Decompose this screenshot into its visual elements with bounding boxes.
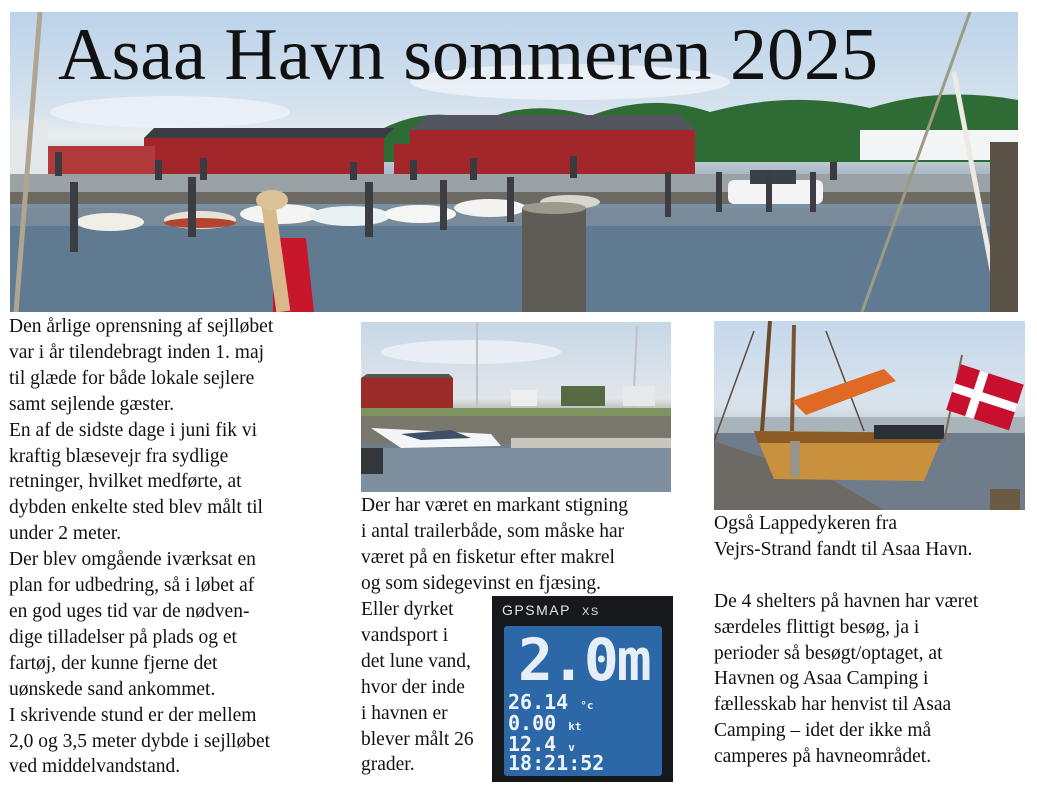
gps-voltage-unit: v bbox=[568, 741, 575, 754]
gps-time: 18:21:52 bbox=[508, 751, 605, 775]
trailer-boat-scene bbox=[361, 322, 671, 492]
article-text-middle-side: Eller dyrket vandsport i det lune vand, hvor der inde i havnen er blever målt 26 grader. bbox=[361, 599, 474, 776]
gps-speed: 0.00 bbox=[508, 711, 557, 735]
gps-depth-photo bbox=[492, 596, 673, 782]
sailing-ship-scene bbox=[714, 321, 1025, 510]
gps-screen bbox=[504, 626, 662, 776]
trailer-boat-photo bbox=[361, 322, 671, 492]
article-text-right: Også Lappedykeren fra Vejrs-Strand fandt til Asaa Havn. De 4 shelters på havnen har været særdeles flittigt besøg, ja i perioder så besøgt/optaget, at Havnen og Asaa Camping i fællesskab har henvist til Asaa Camping – idet der ikke må camperes på havneområdet. bbox=[714, 513, 979, 768]
gps-brand-label bbox=[502, 602, 600, 618]
hero-harbor-photo bbox=[10, 12, 1018, 312]
sailing-ship-photo bbox=[714, 321, 1025, 510]
article-text-middle: Der har været en markant stigning i antal trailerbåde, som måske har været på en fisketur efter makrel og som sidegevinst en fjæsing. bbox=[361, 495, 628, 594]
gps-temperature-unit: °c bbox=[580, 699, 594, 712]
gps-brand: GPSMAP bbox=[502, 602, 571, 618]
gps-model: XS bbox=[582, 606, 600, 618]
gps-temperature: 26.14 bbox=[508, 690, 569, 714]
page-title: Asaa Havn sommeren 2025 bbox=[58, 14, 878, 96]
article-text-left: Den årlige oprensning af sejlløbet var i år tilendebragt inden 1. maj til glæde for både lokale sejlere samt sejlende gæster. En af de sidste dage i juni fik vi kraftig blæsevejr fra sydlige retninger, hvilket medførte, at dybden enkelte sted blev målt til under 2 meter. Der blev omgående iværksat en plan for udbedring, så i løbet af en god uges tid var de nødven- dige tilladelser på plads og et fartøj, der kunne fjerne det uønskede sand ankommet. I skrivende stund er der mellem 2,0 og 3,5 meter dybde i sejlløbet ved middelvandstand. bbox=[9, 316, 274, 778]
gps-voltage: 12.4 bbox=[508, 732, 557, 756]
gps-speed-unit: kt bbox=[568, 720, 582, 733]
gps-depth-readout: 2.0m bbox=[518, 626, 650, 694]
